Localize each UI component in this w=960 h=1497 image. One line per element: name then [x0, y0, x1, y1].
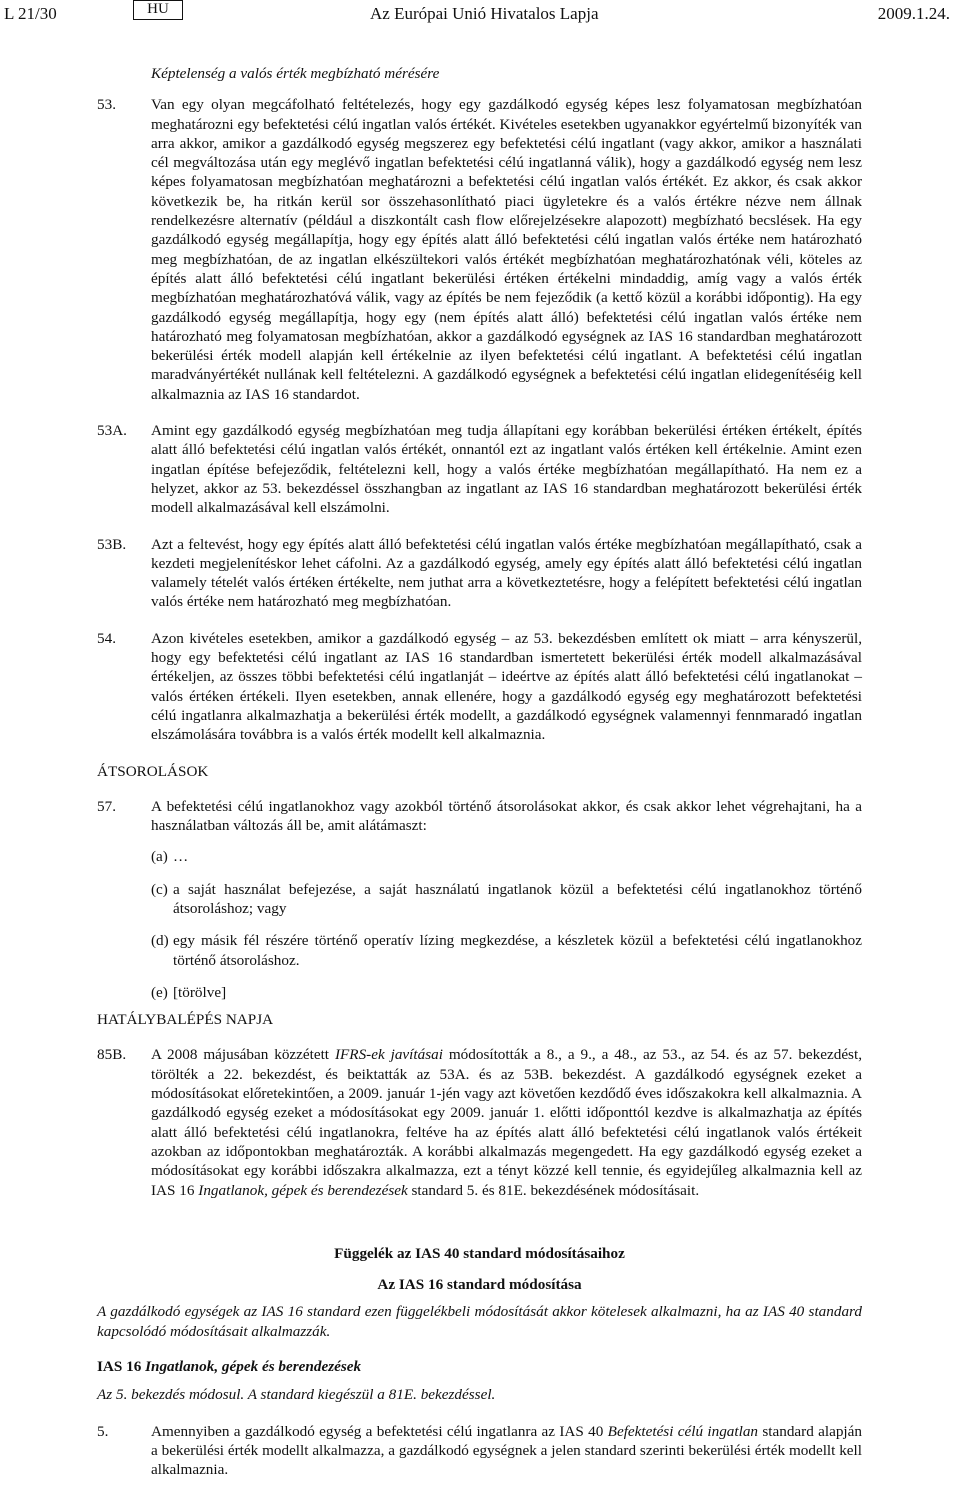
appendix-title: Függelék az IAS 40 standard módosításaihoz: [334, 1244, 625, 1262]
paragraph-text: [151, 1422, 862, 1480]
subheading: Képtelenség a valós érték megbízható mérésére: [151, 65, 440, 82]
journal-title: Az Európai Unió Hivatalos Lapja: [370, 4, 599, 23]
appendix-subtitle: Az IAS 16 standard módosítása: [377, 1276, 582, 1294]
language-badge: HU: [133, 0, 183, 20]
list-item: [151, 931, 862, 970]
paragraph-text: Van egy olyan megcáfolható feltételezés, hogy egy gazdálkodó egység képes lesz folyamatosan megbízhatóan meghatározni egy befektetési célú ingatlan valós értékét. Kivételes esetekben ugyanakkor egyértelmű bizonyíték van arra akkor, amikor a gazdálkodó egység megszerez egy befektetési célú ingatlant (vagy akkor, amikor a használati cél megváltozása után egy meglévő ingatlan befektetési célú ingatlanná válik), hogy a gazdálkodó egység nem lesz képes folyamatosan megbízhatóan meghatározni a befektetési célú ingatlan valós értékét. Ez akkor, és csak akkor következik be, ha ritkán kerül sor összehasonlítható piaci ügyletekre és a valós értékre nézve nem állnak rendelkezésre alternatív (például a diszkontált cash flow előrejelzésekre alapozott) megbízható becslések. Ha egy gazdálkodó egység megállapítja, hogy egy építés alatt álló befektetési célú ingatlan valós értéke nem határozható meg megbízhatóan, de az ingatlan elkészültekori valós értékét megbízhatóan meghatározhatónak véli, köteles az építés alatt álló befektetési célú ingatlant bekerülési értéken értékelni mindaddig, amíg vagy a valós érték megbízhatóan meghatározhatóvá válik, vagy az építés be nem fejeződik (a kettő közül a korábbi időpontig). Ha egy gazdálkodó egység megállapítja, hogy egy (nem építés alatt álló) befektetési célú ingatlan valós értéke nem határozható meg folyamatosan megbízhatóan, akkor a gazdálkodó egységnek az IAS 16 standardban meghatározott bekerülési érték modell alapján kell értékelnie az ilyen befektetési célú ingatlant. A befektetési célú ingatlan maradványértékét nullának kell feltételezni. A gazdálkodó egységnek a befektetési célú ingatlan elidegenítéséig kell alkalmaznia az IAS 16 standardot.: [151, 96, 862, 403]
paragraph-57: [97, 797, 862, 836]
text-run: A 2008 májusában közzétett: [151, 1046, 335, 1064]
paragraph-text: Amint egy gazdálkodó egység megbízhatóan meg tudja állapítani egy korábban bekerülési értéken értékelt, építés alatt álló befektetési célú ingatlan valós értékét, onnantól ezt az ingatlant valós értéken kell értékelnie. Amint ezen ingatlan építése befejeződik, feltételezni kell, hogy a valós értéke megbízhatóan megállapítható. Ha nem ez a helyzet, akkor az 53. bekezdéssel összhangban az ingatlant az IAS 16 standardban meghatározott bekerülési érték modell alkalmazásával kell elszámolni.: [151, 422, 862, 517]
paragraph-number: 5.: [97, 1422, 109, 1440]
list-item-text: [törölve]: [173, 983, 227, 1001]
paragraph-number: 53.: [97, 96, 116, 114]
paragraph-text: [151, 1045, 862, 1199]
page-header: [0, 0, 960, 26]
text-run: módosították a 8., a 9., a 48., az 53., az 54. és az 57. bekezdést, törölték a 22. bekezdést, és beiktatták az 53A. és az 53B. bekezdést. A gazdálkodó egységnek ezeket a módosításokat előretekintően, a 2009. január 1-jén vagy azt követően kezdődő éves időszakokra kell alkalmaznia. A gazdálkodó egység ezeket a módosításokat egy 2009. január 1. előtti időponttól kezdve is alkalmazhatja az építés alatt álló befektetési célú ingatlanokra, feltéve ha az építés alatt álló befektetési célú ingatlanok valós értékeit azokban az időpontokban meghatározták. A korábbi alkalmazás megengedett. Ha egy gazdálkodó egység ezeket a módosításokat egy korábbi időszakra alkalmazza, ezt a tényt közzé kell tennie, és egyidejűleg alkalmaznia kell az IAS 16: [151, 1046, 862, 1199]
document-body: [97, 64, 862, 1497]
paragraph-text: Azon kivételes esetekben, amikor a gazdálkodó egység – az 53. bekezdésben említett ok miatt – arra kényszerül, hogy egy befektetési célú ingatlant az IAS 16 standardban ismertetett bekerülési érték modell alkalmazásával értékeljen, az összes többi befektetési célú ingatlanját – ideértve az építés alatt álló befektetési célú ingatlanokat – valós értéken értékeli. Ilyen esetekben, annak ellenére, hogy a gazdálkodó egység egy meghatározott befektetési célú ingatlanra alkalmazhatja a bekerülési érték modellt, a gazdálkodó egységnek valamennyi fennmaradó ingatlan elszámolására továbbra is a valós érték modellt kell alkalmaznia.: [151, 629, 862, 744]
paragraph-53b: [97, 535, 862, 612]
text-run-italic: Befektetési célú ingatlan: [607, 1422, 759, 1440]
text-run: Amennyiben a gazdálkodó egység a befektetési célú ingatlanra az IAS 40: [151, 1422, 608, 1440]
paragraph-text: Azt a feltevést, hogy egy építés alatt álló befektetési célú ingatlan valós értéke megbízhatóan megállapítható, csak a kezdeti megjelenítéskor lehet cáfolni. Az a gazdálkodó egység, amely egy építés alatt álló befektetési célú ingatlan valamely tételét valós értéken értékelte, nem juthat arra a következtetésre, hogy a felépített befektetési célú ingatlan valós értéke nem határozható meg megbízhatóan.: [151, 535, 862, 611]
text-run: standard 5. és 81E. bekezdésének módosításait.: [407, 1181, 700, 1199]
paragraph-number: 57.: [97, 797, 116, 815]
list-item-label: (a): [151, 848, 168, 866]
paragraph-number: 54.: [97, 629, 116, 647]
text-run-italic: IFRS-ek javításai: [334, 1046, 443, 1064]
list-item-label: (e): [151, 983, 168, 1001]
list-item-text: …: [173, 848, 189, 866]
list-item-text: egy másik fél részére történő operatív lízing megkezdése, a készletek közül a befektetési célú ingatlanokhoz történő átsoroláshoz.: [173, 932, 862, 969]
paragraph-53: [97, 95, 862, 404]
page-reference: L 21/30: [4, 4, 57, 23]
appendix-note: A gazdálkodó egységek az IAS 16 standard ezen függelékbeli módosítását akkor kötelesek alkalmazni, ha az IAS 40 standard kapcsolódó módosításait alkalmazzák.: [97, 1303, 862, 1340]
standard-title: Ingatlanok, gépek és berendezések: [145, 1358, 362, 1376]
section-heading-transfers: ÁTSOROLÁSOK: [97, 762, 209, 780]
text-run: standard alapján a bekerülési érték modellt alkalmazza, a gazdálkodó egységnek a jelen standard szerinti bekerülési érték modellt kell alkalmaznia.: [151, 1422, 862, 1479]
paragraph-5: [97, 1422, 862, 1480]
list-item: [151, 983, 862, 1002]
list-item: [151, 880, 862, 919]
paragraph-54: [97, 629, 862, 745]
paragraph-85b: [97, 1045, 862, 1199]
paragraph-number: 85B.: [97, 1046, 127, 1064]
paragraph-number: 53A.: [97, 422, 127, 440]
list-item-label: (c): [151, 880, 168, 898]
text-run-italic: Ingatlanok, gépek és berendezések: [198, 1181, 408, 1199]
list-item-text: a saját használat befejezése, a saját használatú ingatlanok közül a befektetési célú ingatlanokhoz történő átsoroláshoz; vagy: [173, 880, 862, 917]
publication-date: 2009.1.24.: [877, 4, 950, 23]
paragraph-53a: [97, 421, 862, 517]
paragraph-text: A befektetési célú ingatlanokhoz vagy azokból történő átsorolásokat akkor, és csak akkor lehet végrehajtani, ha a használatban változás áll be, amit alátámaszt:: [151, 797, 862, 835]
list-item: [151, 847, 862, 866]
standard-prefix: IAS 16: [97, 1358, 146, 1376]
list-item-label: (d): [151, 932, 169, 950]
standard-heading: [97, 1357, 862, 1376]
paragraph-number: 53B.: [97, 535, 127, 553]
section-heading-effective-date: HATÁLYBALÉPÉS NAPJA: [97, 1011, 274, 1029]
amendment-note: Az 5. bekezdés módosul. A standard kiegészül a 81E. bekezdéssel.: [97, 1386, 496, 1404]
